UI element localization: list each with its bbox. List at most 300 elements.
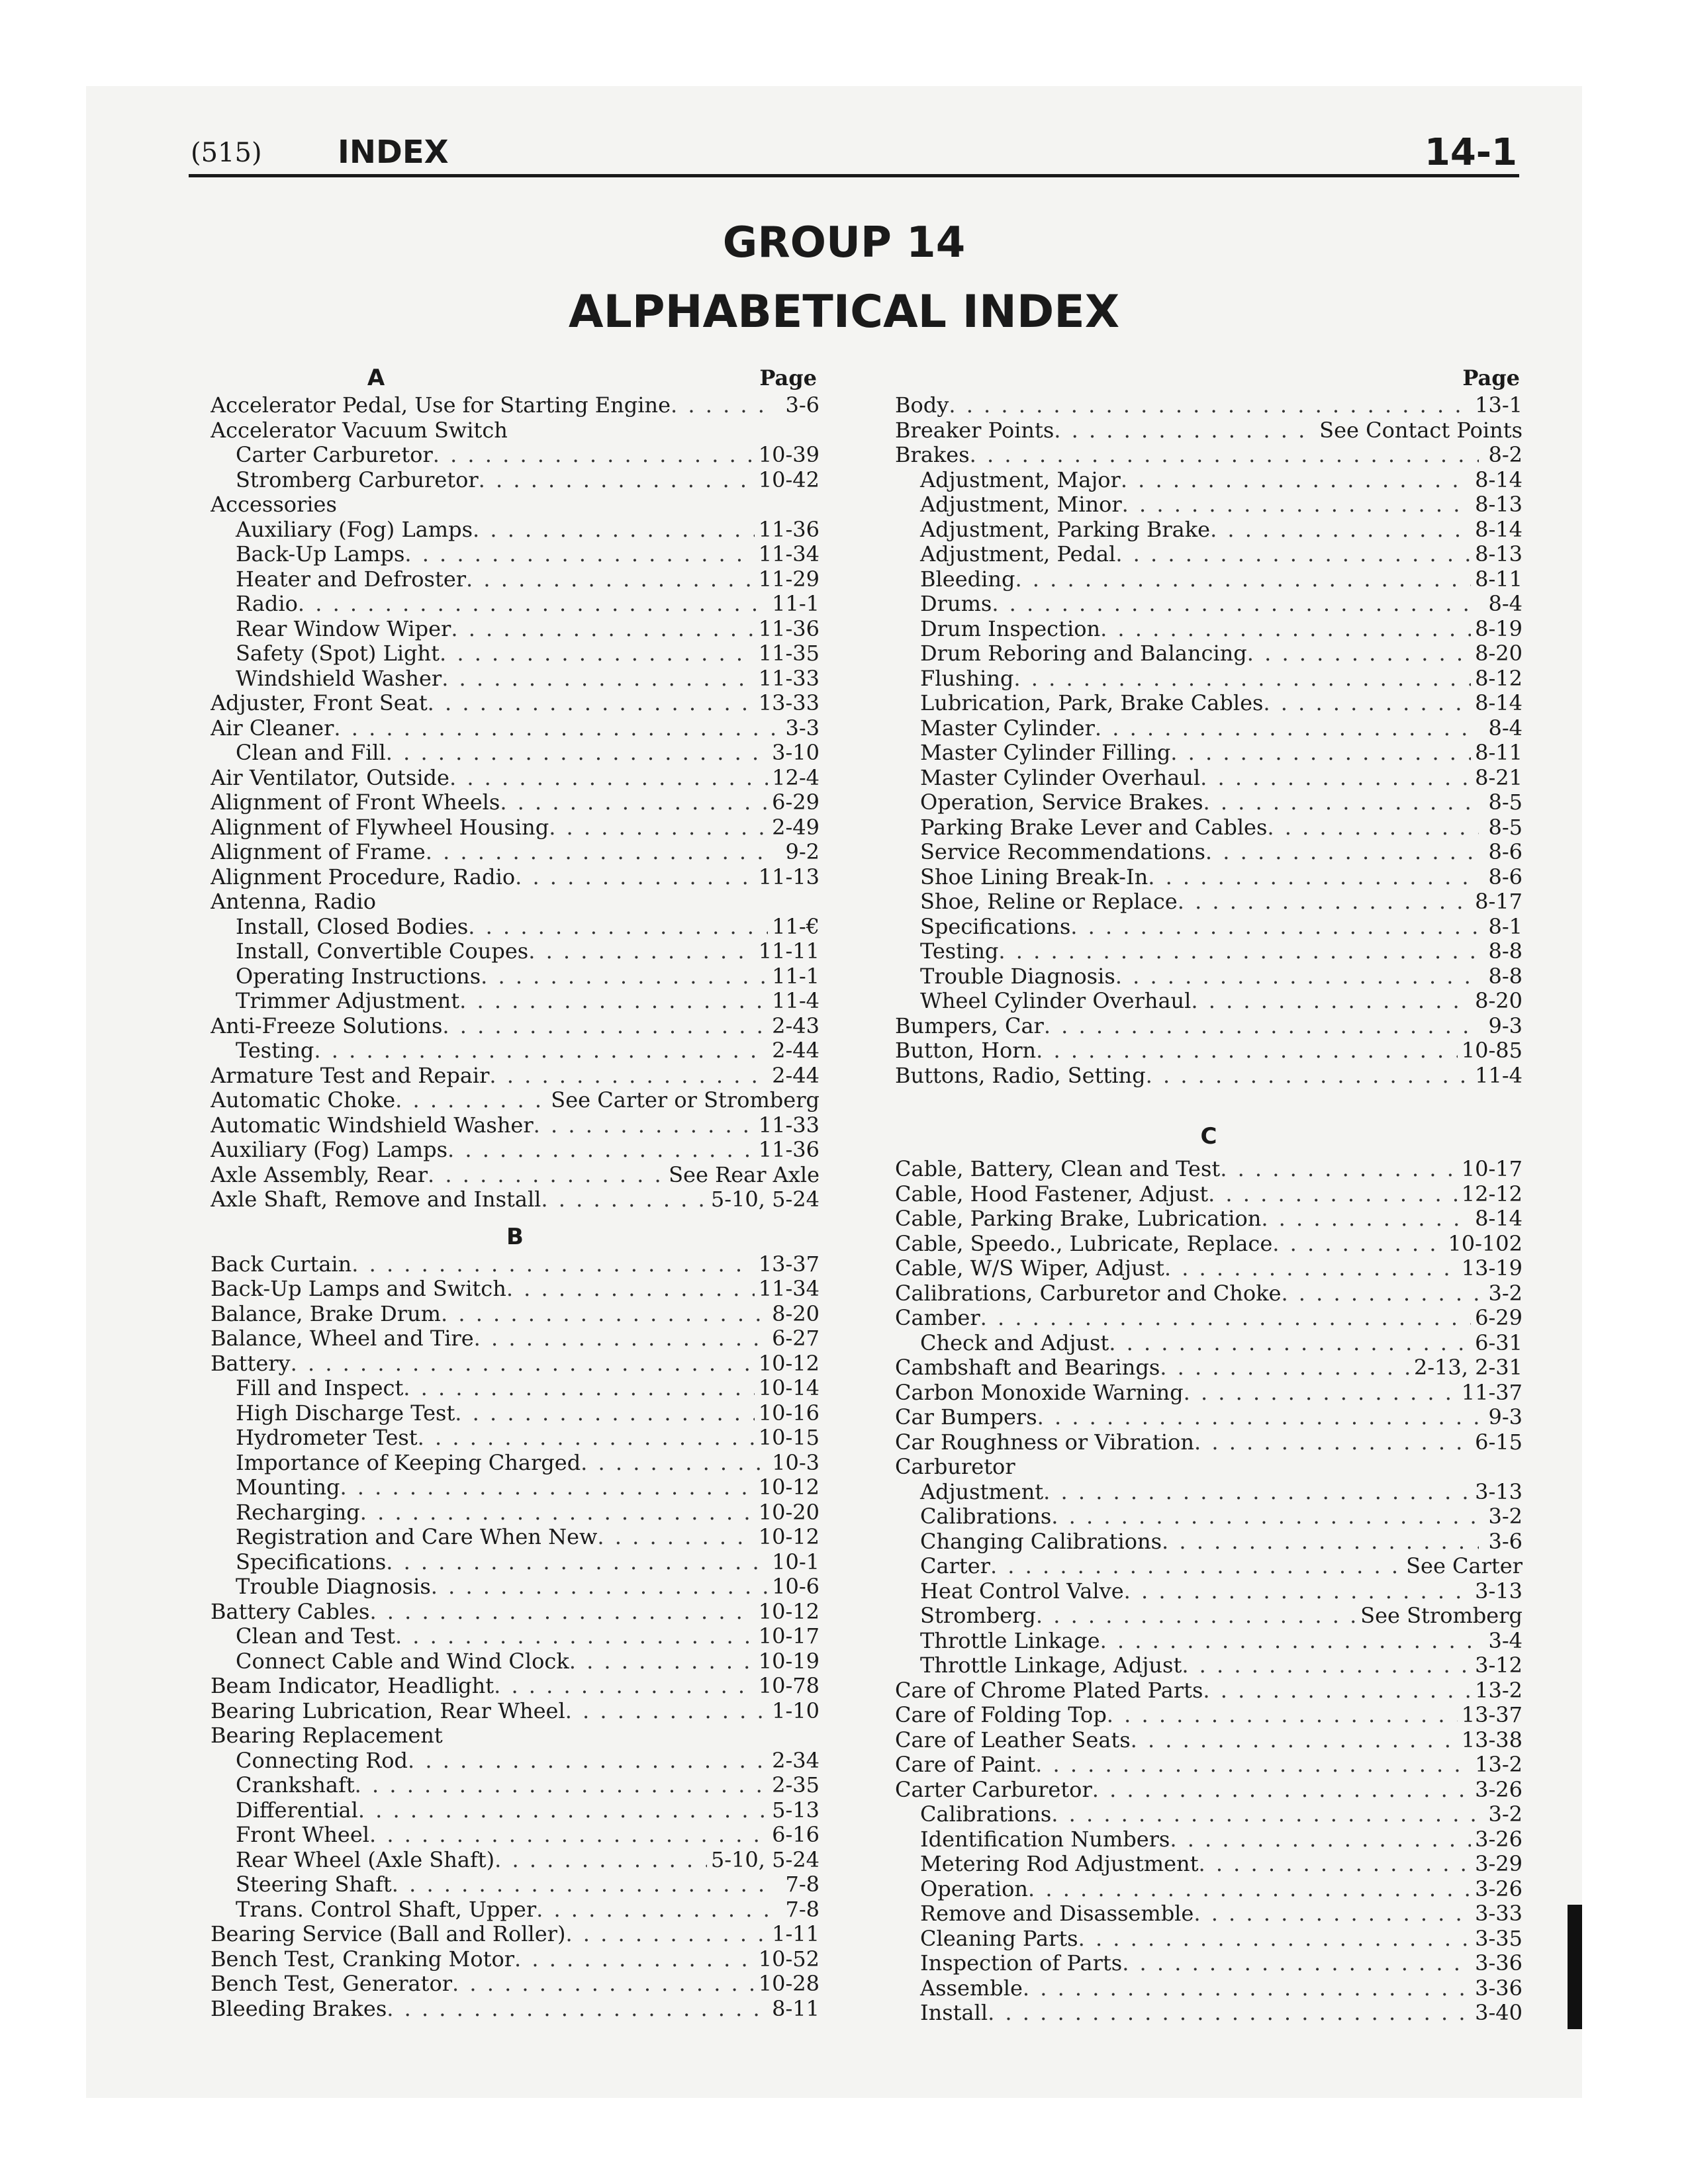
index-entry xyxy=(895,939,1523,964)
entry-topic: Crankshaft xyxy=(236,1773,355,1797)
entry-topic: Stromberg Carburetor xyxy=(236,467,479,492)
entry-page: 8-6 xyxy=(1488,840,1523,864)
entry-page: 3-33 xyxy=(1475,1901,1523,1926)
entry-page: 8-11 xyxy=(1475,741,1523,765)
dot-leader xyxy=(1148,865,1479,890)
index-entry xyxy=(895,1405,1523,1430)
index-entry xyxy=(211,741,820,766)
entry-page: 5-10, 5-24 xyxy=(710,1847,820,1872)
entry-page: 8-17 xyxy=(1475,889,1523,914)
entry-topic: Care of Chrome Plated Parts xyxy=(895,1678,1203,1703)
entry-page: 3-3 xyxy=(785,715,820,741)
dot-leader xyxy=(466,567,755,592)
entry-topic: Cable, Parking Brake, Lubrication xyxy=(895,1206,1262,1231)
entry-page: 8-14 xyxy=(1475,517,1523,542)
entry-topic: Install, Closed Bodies xyxy=(236,914,469,939)
dot-leader xyxy=(408,1749,768,1774)
entry-topic: Adjustment xyxy=(920,1479,1044,1504)
index-entry xyxy=(895,567,1523,592)
index-entry xyxy=(895,1827,1523,1852)
index-entry xyxy=(211,443,820,468)
index-entry xyxy=(211,1401,820,1426)
dot-leader xyxy=(988,2001,1471,2026)
dot-leader xyxy=(1070,915,1479,940)
entry-page: 6-29 xyxy=(1475,1306,1523,1330)
left-column xyxy=(211,363,820,2021)
index-entry xyxy=(211,915,820,940)
entry-topic: Trans. Control Shaft, Upper xyxy=(236,1897,537,1922)
entry-topic: Check and Adjust xyxy=(920,1330,1109,1355)
dot-leader xyxy=(581,1451,768,1476)
index-entry xyxy=(895,1038,1523,1064)
entry-topic: Operation, Service Brakes xyxy=(920,790,1203,815)
entry-topic: Throttle Linkage xyxy=(920,1628,1100,1653)
entry-page: 8-5 xyxy=(1488,790,1523,815)
dot-leader xyxy=(1028,1877,1471,1902)
entry-page: 10-12 xyxy=(758,1351,820,1376)
entry-topic: Drum Inspection xyxy=(920,616,1101,641)
dot-leader xyxy=(1210,518,1471,543)
index-entry xyxy=(895,2001,1523,2026)
entry-page: 3-26 xyxy=(1475,1876,1523,1901)
index-entry xyxy=(895,1703,1523,1728)
group-title: GROUP 14 xyxy=(722,218,966,267)
index-entry xyxy=(211,1113,820,1138)
entry-page: 9-3 xyxy=(1488,1405,1523,1430)
dot-leader xyxy=(500,790,768,815)
entry-page: 11-€ xyxy=(772,914,820,939)
entry-page: 13-19 xyxy=(1461,1256,1523,1281)
entry-page: 2-44 xyxy=(772,1038,820,1063)
index-entry xyxy=(211,865,820,890)
index-entry xyxy=(895,815,1523,841)
entry-page: 3-2 xyxy=(1488,1802,1523,1827)
dot-leader xyxy=(1121,468,1471,493)
dot-leader xyxy=(428,1163,665,1188)
index-entry xyxy=(211,1252,820,1277)
index-entry xyxy=(211,1038,820,1064)
entry-page: 11-37 xyxy=(1461,1380,1523,1405)
dot-leader xyxy=(1115,542,1471,567)
entry-page: 11-34 xyxy=(758,542,820,567)
entry-topic: Brakes xyxy=(895,443,970,467)
entry-topic: Carbon Monoxide Warning xyxy=(895,1380,1184,1405)
entry-page: 10-3 xyxy=(772,1450,820,1475)
entry-page: 2-49 xyxy=(772,815,820,840)
entry-topic: Hydrometer Test xyxy=(236,1426,418,1450)
entry-topic: Recharging xyxy=(236,1500,360,1525)
index-entry xyxy=(211,1723,820,1749)
index-entry xyxy=(211,1624,820,1649)
entries-a xyxy=(211,393,820,1212)
index-entry xyxy=(211,840,820,865)
dot-leader xyxy=(433,443,755,468)
entry-page: 5-10, 5-24 xyxy=(710,1187,820,1212)
index-entry xyxy=(895,1901,1523,1927)
entry-page: 8-20 xyxy=(772,1301,820,1326)
index-entry xyxy=(211,666,820,692)
entry-page: 6-16 xyxy=(772,1823,820,1847)
entry-topic: Back-Up Lamps and Switch xyxy=(211,1277,506,1301)
entry-topic: Accelerator Pedal, Use for Starting Engine xyxy=(211,393,671,418)
index-entry xyxy=(211,1475,820,1500)
dot-leader xyxy=(489,1064,768,1089)
dot-leader xyxy=(395,1624,755,1649)
entry-page: 3-13 xyxy=(1475,1578,1523,1604)
entry-page: 3-6 xyxy=(1488,1529,1523,1554)
entry-topic: Bearing Service (Ball and Roller) xyxy=(211,1922,566,1946)
index-entry xyxy=(211,766,820,791)
entry-topic: Metering Rod Adjustment xyxy=(920,1852,1199,1876)
letter-heading-a: A xyxy=(367,365,385,391)
dot-leader xyxy=(506,1277,755,1302)
entry-page: 3-13 xyxy=(1475,1479,1523,1504)
entry-page: 10-16 xyxy=(758,1400,820,1426)
thumb-index-tab xyxy=(1568,1905,1582,2029)
entry-page: 6-27 xyxy=(772,1326,820,1351)
entry-topic: Install xyxy=(920,2001,988,2025)
entry-topic: Car Bumpers xyxy=(895,1405,1037,1430)
entry-page: 3-40 xyxy=(1475,2001,1523,2025)
dot-leader xyxy=(1037,1405,1479,1430)
dot-leader xyxy=(459,989,768,1014)
entry-topic: Fill and Inspect xyxy=(236,1376,404,1400)
left-column-header xyxy=(211,363,820,393)
entry-page: 3-26 xyxy=(1475,1827,1523,1852)
dot-leader xyxy=(1051,1802,1479,1827)
entry-page: 11-4 xyxy=(1475,1063,1523,1088)
entry-topic: Adjustment, Major xyxy=(920,467,1121,492)
entry-topic: Car Roughness or Vibration xyxy=(895,1430,1194,1455)
entry-page: 8-11 xyxy=(1475,567,1523,592)
dot-leader xyxy=(1182,1653,1471,1678)
entry-page: 13-37 xyxy=(1461,1703,1523,1727)
index-entry xyxy=(895,1752,1523,1778)
dot-leader xyxy=(369,1823,768,1848)
dot-leader xyxy=(1170,741,1471,766)
dot-leader xyxy=(549,815,768,841)
entry-topic: Drum Reboring and Balancing xyxy=(920,641,1247,666)
entry-page: 8-21 xyxy=(1475,765,1523,790)
entry-topic: Adjustment, Parking Brake xyxy=(920,517,1211,542)
entry-topic: Stromberg xyxy=(920,1604,1036,1628)
entry-page: 8-11 xyxy=(772,1996,820,2021)
dot-leader xyxy=(597,1525,754,1550)
dot-leader xyxy=(355,1773,768,1798)
entry-topic: Carter xyxy=(920,1554,990,1578)
dot-leader xyxy=(403,1376,754,1401)
dot-leader xyxy=(1035,1752,1471,1778)
dot-leader xyxy=(671,393,776,418)
dot-leader xyxy=(1178,889,1471,915)
entry-topic: Alignment of Front Wheels xyxy=(211,790,500,815)
entry-topic: Axle Shaft, Remove and Install xyxy=(211,1187,541,1212)
entry-page: 2-35 xyxy=(772,1773,820,1797)
entry-page: 2-13, 2-31 xyxy=(1413,1355,1523,1380)
entry-topic: Anti-Freeze Solutions xyxy=(211,1013,443,1038)
entry-topic: Parking Brake Lever and Cables xyxy=(920,815,1268,840)
page-label-right: Page xyxy=(1462,365,1520,390)
entry-page: 2-43 xyxy=(772,1013,820,1038)
index-entry xyxy=(895,1951,1523,1976)
index-entry xyxy=(211,1277,820,1302)
entry-topic: Master Cylinder Filling xyxy=(920,741,1171,765)
entry-topic: Operating Instructions xyxy=(236,964,481,989)
dot-leader xyxy=(1131,1728,1458,1753)
entry-page: 11-35 xyxy=(758,641,820,666)
entry-topic: Testing xyxy=(236,1038,314,1063)
index-entry xyxy=(895,1579,1523,1604)
index-entry xyxy=(211,964,820,989)
entry-topic: Auxiliary (Fog) Lamps xyxy=(236,517,473,542)
index-entry xyxy=(895,964,1523,989)
entry-topic: Axle Assembly, Rear xyxy=(211,1162,428,1187)
index-entry xyxy=(895,492,1523,518)
dot-leader xyxy=(1036,1604,1356,1629)
dot-leader xyxy=(970,443,1479,468)
dot-leader xyxy=(980,1306,1471,1331)
entry-topic: Battery xyxy=(211,1351,291,1376)
index-entry xyxy=(895,766,1523,791)
dot-leader xyxy=(386,741,768,766)
page-id: 14-1 xyxy=(1424,131,1517,174)
index-entry xyxy=(211,1163,820,1188)
entry-page: 10-42 xyxy=(758,467,820,492)
index-entry xyxy=(895,1877,1523,1902)
dot-leader xyxy=(1162,1529,1479,1555)
dot-leader xyxy=(314,1038,768,1064)
entry-topic: Cleaning Parts xyxy=(920,1926,1078,1951)
dot-leader xyxy=(1100,1629,1479,1654)
entry-page: 10-20 xyxy=(758,1500,820,1525)
entry-topic: Inspection of Parts xyxy=(920,1951,1123,1976)
entry-page: 10-17 xyxy=(758,1624,820,1649)
index-entry xyxy=(211,1848,820,1873)
dot-leader xyxy=(1015,567,1471,592)
index-entry xyxy=(211,592,820,617)
dot-leader xyxy=(1092,1778,1471,1803)
dot-leader xyxy=(449,766,768,791)
index-entry xyxy=(895,1182,1523,1207)
entry-page: 10-102 xyxy=(1448,1231,1523,1256)
dot-leader xyxy=(1122,492,1471,518)
entry-page: 8-8 xyxy=(1488,939,1523,964)
index-entry xyxy=(211,815,820,841)
entry-topic: Armature Test and Repair xyxy=(211,1063,490,1088)
entry-topic: Shoe Lining Break-In xyxy=(920,864,1149,889)
entry-topic: Beam Indicator, Headlight xyxy=(211,1674,494,1698)
index-entry xyxy=(211,542,820,567)
index-entry xyxy=(211,1674,820,1699)
entry-page: 10-85 xyxy=(1461,1038,1523,1063)
entry-page: See Carter or Stromberg xyxy=(551,1088,820,1113)
dot-leader xyxy=(1200,766,1471,791)
entry-page: 12-4 xyxy=(772,765,820,790)
entry-page: 6-31 xyxy=(1475,1330,1523,1355)
index-entry xyxy=(211,1574,820,1600)
dot-leader xyxy=(369,1600,754,1625)
index-entry xyxy=(895,1802,1523,1827)
dot-leader xyxy=(1107,1703,1458,1728)
dot-leader xyxy=(441,1302,768,1327)
dot-leader xyxy=(1036,1038,1458,1064)
dot-leader xyxy=(1044,1014,1479,1039)
dot-leader xyxy=(1051,1504,1479,1529)
index-entry xyxy=(895,1430,1523,1455)
dot-leader xyxy=(340,1475,754,1500)
index-entry xyxy=(211,1326,820,1351)
dot-leader xyxy=(479,468,755,493)
entry-topic: Trimmer Adjustment xyxy=(236,989,460,1013)
entry-topic: Back-Up Lamps xyxy=(236,542,405,567)
entry-page: 12-12 xyxy=(1461,1181,1523,1206)
index-entry xyxy=(211,716,820,741)
entry-topic: Calibrations xyxy=(920,1504,1052,1529)
entry-page: 10-39 xyxy=(758,443,820,467)
entry-page: 11-36 xyxy=(758,1138,820,1162)
entry-topic: Carburetor xyxy=(895,1455,1015,1479)
book-page-number: (515) xyxy=(191,138,262,168)
index-entry xyxy=(895,1976,1523,2001)
index-entry xyxy=(211,641,820,666)
dot-leader xyxy=(387,1997,768,2022)
letter-heading-b: B xyxy=(506,1223,524,1250)
entry-page: 11-33 xyxy=(758,666,820,691)
dot-leader xyxy=(1194,1430,1471,1455)
page-label-left: Page xyxy=(759,365,817,390)
entry-topic: Adjustment, Minor xyxy=(920,492,1122,517)
index-entry xyxy=(211,418,820,443)
index-entry xyxy=(895,468,1523,493)
entry-topic: Carter Carburetor xyxy=(236,443,433,467)
entry-page: 13-2 xyxy=(1475,1752,1523,1777)
dot-leader xyxy=(1281,1281,1479,1306)
entry-topic: Back Curtain xyxy=(211,1251,352,1277)
index-entry xyxy=(211,1922,820,1947)
index-entry xyxy=(211,567,820,592)
index-entry xyxy=(211,1550,820,1575)
dot-leader xyxy=(1170,1827,1471,1852)
dot-leader xyxy=(392,1872,776,1897)
entry-page: See Contact Points xyxy=(1319,418,1523,443)
entry-page: 13-1 xyxy=(1475,393,1523,418)
entry-topic: Operation xyxy=(920,1876,1028,1901)
entry-topic: Cable, W/S Wiper, Adjust xyxy=(895,1256,1164,1281)
entry-page: 8-4 xyxy=(1488,592,1523,616)
dot-leader xyxy=(1164,1256,1458,1281)
index-entry xyxy=(895,716,1523,741)
entry-topic: Service Recommendations xyxy=(920,840,1205,864)
entry-page: 13-37 xyxy=(758,1251,820,1277)
index-entry xyxy=(895,1014,1523,1039)
dot-leader xyxy=(1023,1976,1471,2001)
entry-topic: Care of Paint xyxy=(895,1752,1036,1777)
index-entry xyxy=(895,1206,1523,1232)
dot-leader xyxy=(1272,1232,1444,1257)
index-entry xyxy=(895,989,1523,1014)
entry-topic: Registration and Care When New xyxy=(236,1525,598,1549)
dot-leader xyxy=(1203,790,1479,815)
entry-page: 11-11 xyxy=(758,939,820,964)
index-entry xyxy=(895,1064,1523,1089)
entry-page: 8-20 xyxy=(1475,989,1523,1013)
entry-topic: Throttle Linkage, Adjust xyxy=(920,1653,1182,1678)
index-entry xyxy=(895,1554,1523,1579)
entry-topic: Accessories xyxy=(211,492,337,517)
index-entry xyxy=(211,1376,820,1401)
entry-topic: Bench Test, Cranking Motor xyxy=(211,1946,514,1972)
entry-topic: Wheel Cylinder Overhaul xyxy=(920,989,1192,1013)
index-title: ALPHABETICAL INDEX xyxy=(568,286,1120,338)
header-rule xyxy=(189,174,1519,177)
index-entry xyxy=(895,1678,1523,1704)
entry-topic: Bleeding Brakes xyxy=(211,1996,387,2021)
entry-page: 8-4 xyxy=(1488,715,1523,741)
dot-leader xyxy=(440,641,755,666)
entry-page: 3-4 xyxy=(1488,1628,1523,1653)
dot-leader xyxy=(428,691,755,716)
dot-leader xyxy=(352,1252,755,1277)
index-entry xyxy=(211,1426,820,1451)
entry-page: 10-78 xyxy=(758,1674,820,1698)
entry-page: 11-33 xyxy=(758,1113,820,1138)
dot-leader xyxy=(1122,1951,1471,1976)
dot-leader xyxy=(431,1574,768,1600)
entry-page: 11-36 xyxy=(758,616,820,641)
index-entry xyxy=(211,1897,820,1923)
index-entry xyxy=(211,1798,820,1823)
dot-leader xyxy=(494,1848,707,1873)
index-entry xyxy=(211,790,820,815)
entry-topic: Calibrations, Carburetor and Choke xyxy=(895,1281,1282,1306)
dot-leader xyxy=(1247,641,1471,666)
entry-page: 2-44 xyxy=(772,1063,820,1088)
index-entry xyxy=(211,1138,820,1163)
index-entry xyxy=(895,1157,1523,1182)
dot-leader xyxy=(998,939,1479,964)
entry-topic: Front Wheel xyxy=(236,1823,370,1847)
index-entry xyxy=(895,1480,1523,1505)
index-entry xyxy=(895,1381,1523,1406)
entry-page: 13-38 xyxy=(1461,1727,1523,1752)
entry-topic: Changing Calibrations xyxy=(920,1529,1162,1554)
entry-page: 11-36 xyxy=(758,517,820,542)
dot-leader xyxy=(442,1014,768,1039)
index-entry xyxy=(211,939,820,964)
entry-page: 11-4 xyxy=(772,989,820,1013)
dot-leader xyxy=(1194,1901,1471,1927)
index-entry xyxy=(895,865,1523,890)
dot-leader xyxy=(1208,1182,1458,1207)
index-entry xyxy=(895,1529,1523,1555)
dot-leader xyxy=(1191,989,1471,1014)
dot-leader xyxy=(291,1351,755,1377)
entry-page: 3-35 xyxy=(1475,1926,1523,1951)
entry-page: 8-14 xyxy=(1475,467,1523,492)
index-entry xyxy=(211,989,820,1014)
entry-page: 10-28 xyxy=(758,1972,820,1996)
entry-page: 9-3 xyxy=(1488,1013,1523,1038)
entry-topic: Identification Numbers xyxy=(920,1827,1170,1852)
entry-topic: Accelerator Vacuum Switch xyxy=(211,418,508,443)
dot-leader xyxy=(447,1138,755,1163)
entry-page: 6-29 xyxy=(772,790,820,815)
dot-leader xyxy=(1013,666,1471,692)
entry-topic: Care of Leather Seats xyxy=(895,1727,1131,1752)
entry-topic: Heat Control Valve xyxy=(920,1578,1124,1604)
entry-page: 10-6 xyxy=(772,1574,820,1599)
entry-page: 5-13 xyxy=(772,1797,820,1823)
